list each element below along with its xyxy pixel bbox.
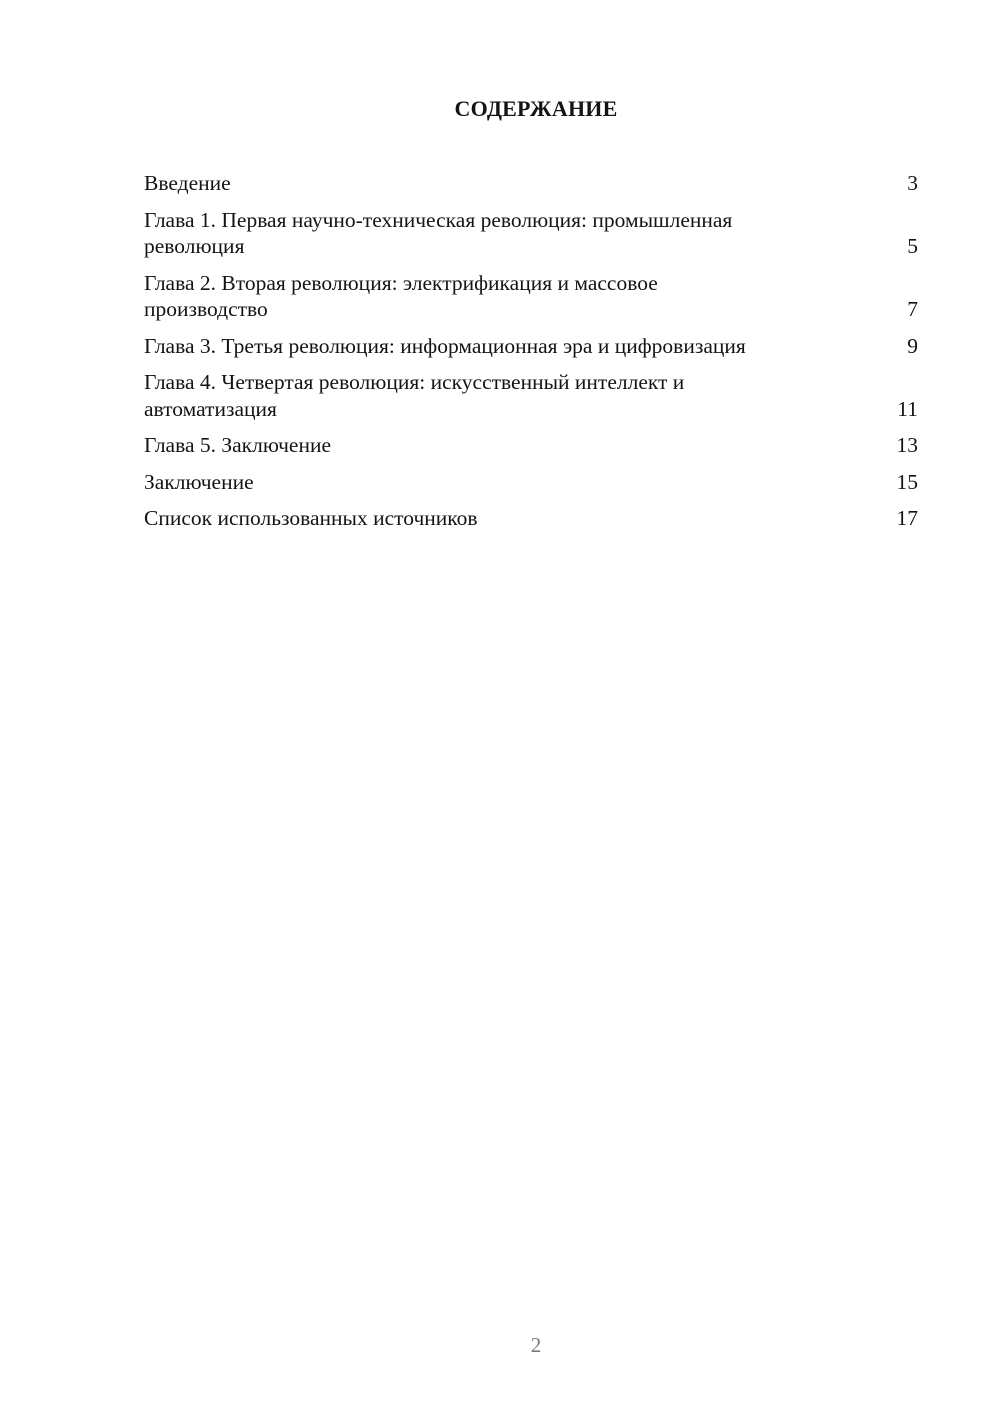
toc-entry-page: 15 — [896, 469, 918, 494]
toc-entry-chapter-4[interactable] — [144, 369, 918, 422]
toc-entry-title: Глава 5. Заключение — [144, 433, 332, 457]
toc-entry-title: Глава 3. Третья революция: информационная эра и цифровизация — [144, 333, 746, 358]
toc-entry-page: 17 — [896, 506, 918, 530]
toc-entry-title: Заключение — [144, 469, 254, 494]
toc-entry-page: 9 — [907, 333, 918, 358]
toc-entry-conclusion[interactable] — [144, 469, 918, 496]
toc-entry-chapter-3[interactable] — [144, 333, 918, 360]
toc-entry-page: 5 — [907, 234, 918, 258]
page-title: СОДЕРЖАНИЕ — [454, 96, 618, 121]
toc-entry-page: 13 — [896, 433, 918, 457]
toc-entry-page: 7 — [907, 297, 918, 321]
toc-entry-references[interactable] — [144, 505, 918, 532]
table-of-contents — [144, 170, 918, 542]
toc-entry-page: 3 — [907, 171, 918, 195]
toc-entry-chapter-5[interactable] — [144, 432, 918, 459]
toc-entry-title: Глава 2. Вторая революция: электрификация и массовое производство — [144, 270, 658, 321]
toc-entry-title: Глава 4. Четвертая революция: искусственный интеллект и автоматизация — [144, 370, 685, 421]
page-number: 2 — [530, 1333, 542, 1357]
toc-entry-chapter-1[interactable] — [144, 207, 918, 260]
toc-entry-title: Глава 1. Первая научно-техническая революция: промышленная революция — [144, 207, 733, 258]
toc-entry-page: 11 — [897, 396, 918, 421]
toc-entry-introduction[interactable] — [144, 170, 918, 197]
toc-entry-title: Введение — [144, 171, 231, 195]
toc-entry-title: Список использованных источников — [144, 506, 478, 530]
toc-entry-chapter-2[interactable] — [144, 270, 918, 323]
